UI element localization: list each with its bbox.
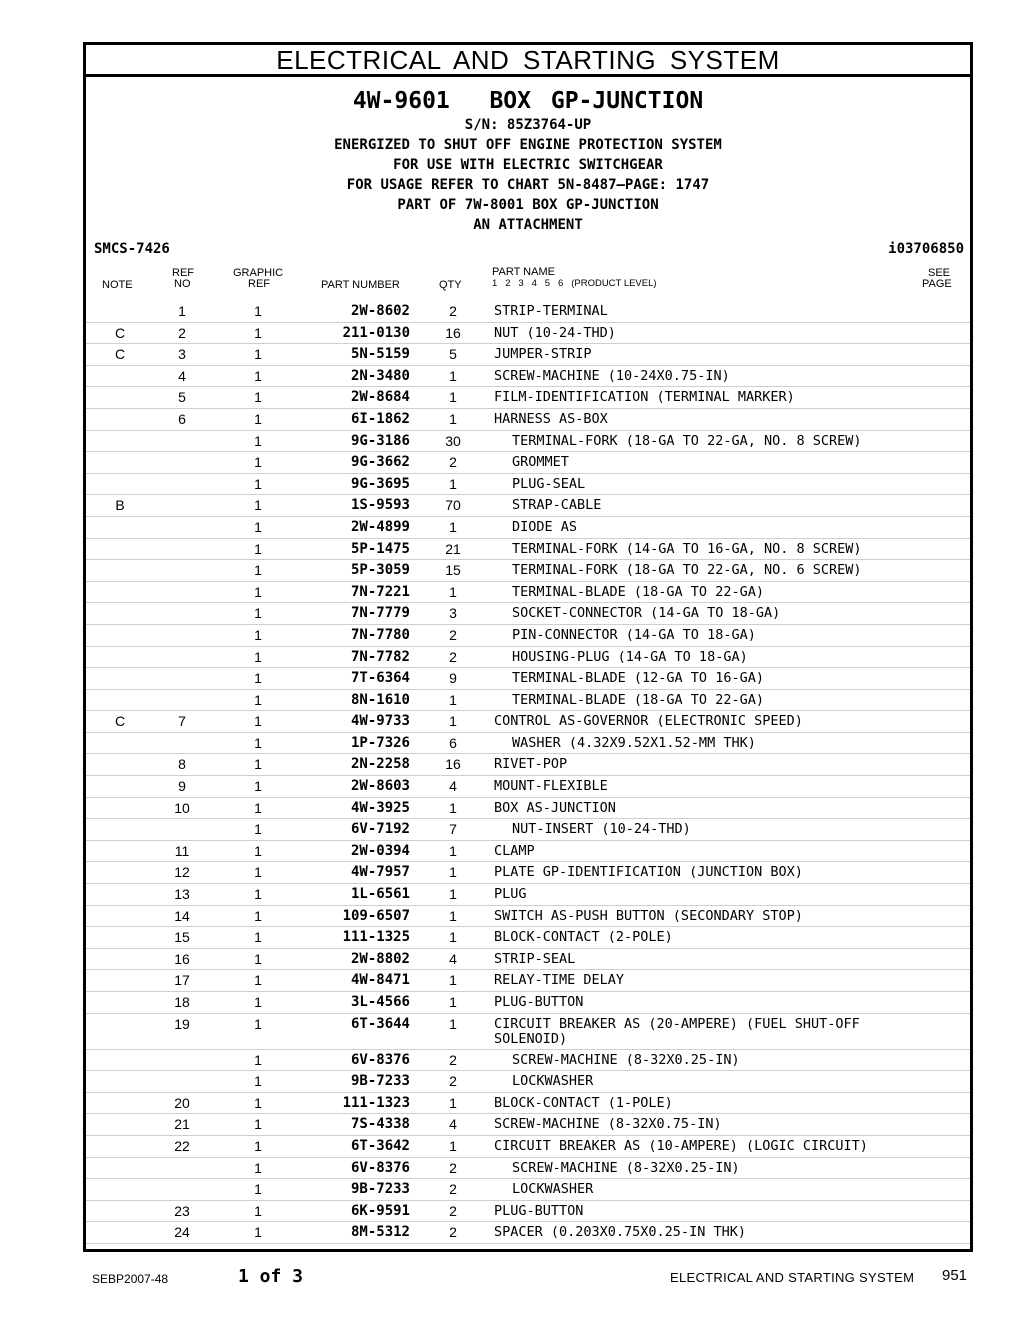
row-part-number: 2W-4899 <box>350 518 410 535</box>
table-row <box>86 1158 970 1180</box>
row-part-name: CONTROL AS-GOVERNOR (ELECTRONIC SPEED) <box>494 713 803 730</box>
row-part-name: TERMINAL-BLADE (12-GA TO 16-GA) <box>512 670 764 687</box>
row-graphic-ref: 1 <box>254 1015 262 1032</box>
row-part-name: PLUG-SEAL <box>512 475 586 492</box>
header-note: NOTE <box>102 279 133 291</box>
row-part-name: PIN-CONNECTOR (14-GA TO 18-GA) <box>512 626 756 643</box>
row-part-name: LOCKWASHER <box>512 1181 594 1198</box>
row-qty: 21 <box>445 540 461 557</box>
table-row <box>86 884 970 906</box>
parts-table <box>86 301 970 1244</box>
info-line-usage: FOR USAGE REFER TO CHART 5N-8487—PAGE: 1747 <box>346 177 710 193</box>
page-of: 1 of 3 <box>238 1266 304 1287</box>
row-part-number: 6V-8376 <box>350 1051 410 1068</box>
row-graphic-ref: 1 <box>254 1073 262 1090</box>
row-qty: 4 <box>449 1116 457 1133</box>
table-row <box>86 647 970 669</box>
table-row <box>86 539 970 561</box>
info-line-part-of: PART OF 7W-8001 BOX GP-JUNCTION <box>397 197 659 213</box>
row-qty: 1 <box>449 994 457 1010</box>
row-part-name: NUT (10-24-THD) <box>494 324 616 341</box>
table-row <box>86 798 970 820</box>
row-part-number: 6V-8376 <box>350 1159 410 1176</box>
table-row <box>86 906 970 928</box>
table-row <box>86 452 970 474</box>
row-qty: 16 <box>445 324 461 341</box>
table-row <box>86 625 970 647</box>
row-part-name: PLATE GP-IDENTIFICATION (JUNCTION BOX) <box>494 864 803 881</box>
smcs-row <box>86 241 970 261</box>
header-ref: REF <box>172 267 194 279</box>
row-ref-no: 8 <box>178 756 186 773</box>
row-ref-no: 12 <box>174 864 190 881</box>
info-block <box>86 115 970 235</box>
row-part-name: JUMPER-STRIP <box>494 346 592 363</box>
row-part-name: TERMINAL-FORK (18-GA TO 22-GA, NO. 6 SCREW) <box>512 562 862 579</box>
table-row <box>86 474 970 496</box>
row-graphic-ref: 1 <box>254 670 262 687</box>
row-graphic-ref: 1 <box>254 1202 262 1219</box>
row-part-name: STRIP-TERMINAL <box>494 303 608 319</box>
row-part-name: FILM-IDENTIFICATION (TERMINAL MARKER) <box>494 389 795 406</box>
row-part-name: STRAP-CABLE <box>512 497 602 514</box>
row-qty: 2 <box>449 454 457 471</box>
table-row <box>86 1071 970 1093</box>
row-part-number: 8M-5312 <box>350 1224 410 1241</box>
row-qty: 7 <box>449 821 457 838</box>
row-part-name: SOCKET-CONNECTOR (14-GA TO 18-GA) <box>512 605 781 622</box>
row-qty: 15 <box>445 562 461 579</box>
row-part-name: PLUG-BUTTON <box>494 994 584 1010</box>
row-part-number: 6V-7192 <box>350 821 410 838</box>
row-qty: 9 <box>449 670 457 687</box>
row-part-number: 6I-1862 <box>350 410 410 427</box>
row-note: C <box>114 324 126 341</box>
row-part-number: 5N-5159 <box>350 346 410 363</box>
row-graphic-ref: 1 <box>254 389 262 406</box>
row-ref-no: 3 <box>178 346 186 363</box>
row-note: B <box>115 497 125 514</box>
row-part-number: 7N-7780 <box>350 626 410 643</box>
row-part-name: PLUG <box>494 886 527 903</box>
row-graphic-ref: 1 <box>254 1224 262 1241</box>
row-qty: 1 <box>449 389 457 406</box>
page-number: 951 <box>942 1267 968 1284</box>
table-row <box>86 603 970 625</box>
row-part-number: 2W-8602 <box>350 303 410 319</box>
header-product-levels: 1 2 3 4 5 6 (PRODUCT LEVEL) <box>492 278 657 289</box>
row-graphic-ref: 1 <box>254 1051 262 1068</box>
row-ref-no: 18 <box>174 994 190 1010</box>
row-qty: 2 <box>449 303 457 319</box>
row-part-number: 7N-7779 <box>350 605 410 622</box>
row-part-number: 2W-8684 <box>350 389 410 406</box>
row-part-number: 8N-1610 <box>350 691 410 708</box>
row-qty: 1 <box>449 691 457 708</box>
info-line-serial: S/N: 85Z3764-UP <box>464 117 592 133</box>
page-footer <box>0 1266 1020 1290</box>
row-part-number: 9G-3695 <box>350 475 410 492</box>
row-qty: 2 <box>449 1051 457 1068</box>
row-ref-no: 23 <box>174 1202 190 1219</box>
row-qty: 1 <box>449 842 457 859</box>
row-part-name: BLOCK-CONTACT (2-POLE) <box>494 929 673 946</box>
row-qty: 1 <box>449 583 457 600</box>
row-part-name: SCREW-MACHINE (8-32X0.25-IN) <box>512 1051 740 1068</box>
row-part-name: SCREW-MACHINE (8-32X0.25-IN) <box>512 1159 740 1176</box>
info-line-switchgear: FOR USE WITH ELECTRIC SWITCHGEAR <box>393 157 663 173</box>
row-ref-no: 19 <box>174 1015 190 1032</box>
row-part-number: 3L-4566 <box>350 994 410 1010</box>
row-graphic-ref: 1 <box>254 303 262 319</box>
row-part-name: PLUG-BUTTON <box>494 1202 584 1219</box>
table-row <box>86 754 970 776</box>
row-qty: 1 <box>449 864 457 881</box>
row-qty: 4 <box>449 778 457 795</box>
row-qty: 5 <box>449 346 457 363</box>
row-part-number: 109-6507 <box>342 907 410 924</box>
row-graphic-ref: 1 <box>254 605 262 622</box>
row-qty: 3 <box>449 605 457 622</box>
row-qty: 30 <box>445 432 461 449</box>
row-qty: 1 <box>449 972 457 989</box>
table-row <box>86 1014 970 1050</box>
row-part-name: SPACER (0.203X0.75X0.25-IN THK) <box>494 1224 746 1241</box>
row-part-number: 9G-3186 <box>350 432 410 449</box>
row-part-number: 2W-8802 <box>350 950 410 967</box>
info-line-energized: ENERGIZED TO SHUT OFF ENGINE PROTECTION SYSTEM <box>334 137 722 153</box>
row-part-number: 6T-3642 <box>350 1137 410 1154</box>
row-ref-no: 14 <box>174 907 190 924</box>
row-graphic-ref: 1 <box>254 648 262 665</box>
row-graphic-ref: 1 <box>254 346 262 363</box>
row-part-name: CLAMP <box>494 842 535 859</box>
section-title: ELECTRICAL AND STARTING SYSTEM <box>86 45 970 77</box>
table-row <box>86 733 970 755</box>
row-part-name: TERMINAL-FORK (14-GA TO 16-GA, NO. 8 SCREW) <box>512 540 862 557</box>
row-part-number: 1S-9593 <box>350 497 410 514</box>
row-part-number: 2N-3480 <box>350 367 410 384</box>
table-row <box>86 819 970 841</box>
row-ref-no: 10 <box>174 799 190 816</box>
table-row <box>86 1179 970 1201</box>
row-graphic-ref: 1 <box>254 799 262 816</box>
row-part-name: TERMINAL-BLADE (18-GA TO 22-GA) <box>512 583 764 600</box>
row-qty: 2 <box>449 626 457 643</box>
table-row <box>86 711 970 733</box>
row-graphic-ref: 1 <box>254 518 262 535</box>
row-qty: 1 <box>449 713 457 730</box>
table-row <box>86 690 970 712</box>
row-part-number: 6T-3644 <box>350 1015 410 1032</box>
row-graphic-ref: 1 <box>254 886 262 903</box>
row-qty: 2 <box>449 648 457 665</box>
row-graphic-ref: 1 <box>254 972 262 989</box>
row-qty: 1 <box>449 886 457 903</box>
row-ref-no: 7 <box>178 713 186 730</box>
row-qty: 2 <box>449 1073 457 1090</box>
table-row <box>86 970 970 992</box>
row-part-name: RELAY-TIME DELAY <box>494 972 625 989</box>
row-part-name: WASHER (4.32X9.52X1.52-MM THK) <box>512 734 756 751</box>
row-qty: 2 <box>449 1202 457 1219</box>
row-qty: 2 <box>449 1224 457 1241</box>
row-part-name: TERMINAL-BLADE (18-GA TO 22-GA) <box>512 691 764 708</box>
row-graphic-ref: 1 <box>254 475 262 492</box>
row-graphic-ref: 1 <box>254 1137 262 1154</box>
row-graphic-ref: 1 <box>254 778 262 795</box>
row-qty: 1 <box>449 907 457 924</box>
table-row <box>86 1222 970 1244</box>
row-part-number: 211-0130 <box>342 324 410 341</box>
row-part-number: 1L-6561 <box>350 886 410 903</box>
row-graphic-ref: 1 <box>254 756 262 773</box>
row-part-name: TERMINAL-FORK (18-GA TO 22-GA, NO. 8 SCREW) <box>512 432 862 449</box>
row-part-name: NUT-INSERT (10-24-THD) <box>512 821 691 838</box>
row-part-number: 1P-7326 <box>350 734 410 751</box>
table-row <box>86 517 970 539</box>
table-row <box>86 344 970 366</box>
row-qty: 16 <box>445 756 461 773</box>
row-part-name: BOX AS-JUNCTION <box>494 799 616 816</box>
table-row <box>86 1050 970 1072</box>
row-ref-no: 6 <box>178 410 186 427</box>
row-ref-no: 11 <box>174 842 190 859</box>
row-graphic-ref: 1 <box>254 540 262 557</box>
row-graphic-ref: 1 <box>254 562 262 579</box>
row-graphic-ref: 1 <box>254 929 262 946</box>
table-row <box>86 841 970 863</box>
row-ref-no: 5 <box>178 389 186 406</box>
row-part-number: 6K-9591 <box>350 1202 410 1219</box>
row-ref-no: 15 <box>174 929 190 946</box>
row-ref-no: 21 <box>174 1116 190 1133</box>
row-part-number: 111-1325 <box>342 929 410 946</box>
row-part-number: 2N-2258 <box>350 756 410 773</box>
row-graphic-ref: 1 <box>254 367 262 384</box>
row-qty: 2 <box>449 1159 457 1176</box>
row-graphic-ref: 1 <box>254 994 262 1010</box>
header-see: SEE <box>928 267 951 279</box>
table-row <box>86 1136 970 1158</box>
row-part-name: DIODE AS <box>512 518 578 535</box>
row-graphic-ref: 1 <box>254 907 262 924</box>
row-graphic-ref: 1 <box>254 324 262 341</box>
row-part-number: 111-1323 <box>342 1094 410 1111</box>
row-graphic-ref: 1 <box>254 410 262 427</box>
table-row <box>86 927 970 949</box>
row-qty: 2 <box>449 1181 457 1198</box>
row-part-number: 7N-7782 <box>350 648 410 665</box>
row-qty: 1 <box>449 367 457 384</box>
row-qty: 1 <box>449 1015 457 1032</box>
table-row <box>86 862 970 884</box>
row-note: C <box>114 346 126 363</box>
row-graphic-ref: 1 <box>254 432 262 449</box>
row-qty: 1 <box>449 1094 457 1111</box>
row-graphic-ref: 1 <box>254 691 262 708</box>
group-title: 4W-9601 BOX GP-JUNCTION <box>352 88 704 114</box>
table-row <box>86 560 970 582</box>
table-row <box>86 776 970 798</box>
table-row <box>86 1201 970 1223</box>
row-part-number: 7N-7221 <box>350 583 410 600</box>
table-row <box>86 582 970 604</box>
row-part-number: 4W-3925 <box>350 799 410 816</box>
row-graphic-ref: 1 <box>254 713 262 730</box>
row-part-name: MOUNT-FLEXIBLE <box>494 778 608 795</box>
table-header <box>86 265 970 293</box>
table-row <box>86 409 970 431</box>
row-part-number: 4W-7957 <box>350 864 410 881</box>
footer-section-title: ELECTRICAL AND STARTING SYSTEM <box>670 1270 915 1285</box>
table-row <box>86 495 970 517</box>
row-qty: 1 <box>449 518 457 535</box>
row-part-name: LOCKWASHER <box>512 1073 594 1090</box>
row-ref-no: 17 <box>174 972 190 989</box>
row-part-name: CIRCUIT BREAKER AS (10-AMPERE) (LOGIC CIRCUIT) <box>494 1137 868 1154</box>
row-graphic-ref: 1 <box>254 842 262 859</box>
row-ref-no: 13 <box>174 886 190 903</box>
header-graphic-ref: REF <box>248 278 270 290</box>
row-part-number: 5P-1475 <box>350 540 410 557</box>
page-frame <box>83 42 973 1252</box>
table-row <box>86 949 970 971</box>
row-part-name: SCREW-MACHINE (10-24X0.75-IN) <box>494 367 730 384</box>
row-part-number: 9G-3662 <box>350 454 410 471</box>
row-part-number: 2W-8603 <box>350 778 410 795</box>
row-ref-no: 2 <box>178 324 186 341</box>
table-row <box>86 366 970 388</box>
row-part-name: BLOCK-CONTACT (1-POLE) <box>494 1094 673 1111</box>
table-row <box>86 1093 970 1115</box>
smcs-code: SMCS-7426 <box>94 241 170 257</box>
row-part-number: 7T-6364 <box>350 670 410 687</box>
row-qty: 1 <box>449 799 457 816</box>
row-part-number: 5P-3059 <box>350 562 410 579</box>
row-ref-no: 24 <box>174 1224 190 1241</box>
row-part-number: 9B-7233 <box>350 1073 410 1090</box>
table-row <box>86 668 970 690</box>
table-row <box>86 387 970 409</box>
row-qty: 1 <box>449 410 457 427</box>
row-part-number: 9B-7233 <box>350 1181 410 1198</box>
header-page: PAGE <box>922 278 952 290</box>
row-graphic-ref: 1 <box>254 1181 262 1198</box>
row-part-number: 4W-8471 <box>350 972 410 989</box>
row-part-number: 7S-4338 <box>350 1116 410 1133</box>
row-qty: 6 <box>449 734 457 751</box>
row-part-name: SWITCH AS-PUSH BUTTON (SECONDARY STOP) <box>494 907 803 924</box>
row-graphic-ref: 1 <box>254 821 262 838</box>
row-part-name: CIRCUIT BREAKER AS (20-AMPERE) (FUEL SHUT-OFF SOLENOID) <box>494 1015 868 1047</box>
row-graphic-ref: 1 <box>254 583 262 600</box>
row-graphic-ref: 1 <box>254 626 262 643</box>
row-ref-no: 22 <box>174 1137 190 1154</box>
row-graphic-ref: 1 <box>254 734 262 751</box>
row-part-name: GROMMET <box>512 454 569 471</box>
info-line-attachment: AN ATTACHMENT <box>473 217 583 233</box>
row-graphic-ref: 1 <box>254 1116 262 1133</box>
illustration-id: i03706850 <box>888 241 964 257</box>
header-part-name: PART NAME <box>492 266 555 278</box>
row-qty: 1 <box>449 929 457 946</box>
header-graphic: GRAPHIC <box>233 267 284 279</box>
row-qty: 70 <box>445 497 461 514</box>
row-qty: 1 <box>449 1137 457 1154</box>
row-note: C <box>114 713 126 730</box>
row-part-number: 4W-9733 <box>350 713 410 730</box>
row-part-name: STRIP-SEAL <box>494 950 576 967</box>
row-ref-no: 20 <box>174 1094 190 1111</box>
row-qty: 1 <box>449 475 457 492</box>
publication-number: SEBP2007-48 <box>92 1272 169 1286</box>
table-row <box>86 992 970 1014</box>
row-graphic-ref: 1 <box>254 497 262 514</box>
row-graphic-ref: 1 <box>254 864 262 881</box>
table-row <box>86 1114 970 1136</box>
header-qty: QTY <box>439 279 462 291</box>
row-graphic-ref: 1 <box>254 454 262 471</box>
row-ref-no: 4 <box>178 367 186 384</box>
row-part-name: HOUSING-PLUG (14-GA TO 18-GA) <box>512 648 748 665</box>
header-part-number: PART NUMBER <box>321 279 400 291</box>
table-row <box>86 323 970 345</box>
row-graphic-ref: 1 <box>254 1159 262 1176</box>
row-graphic-ref: 1 <box>254 950 262 967</box>
table-row <box>86 431 970 453</box>
table-row <box>86 301 970 323</box>
row-part-name: SCREW-MACHINE (8-32X0.75-IN) <box>494 1116 722 1133</box>
row-ref-no: 16 <box>174 950 190 967</box>
row-part-name: HARNESS AS-BOX <box>494 410 608 427</box>
row-part-number: 2W-0394 <box>350 842 410 859</box>
row-graphic-ref: 1 <box>254 1094 262 1111</box>
header-no: NO <box>174 278 191 290</box>
row-ref-no: 9 <box>178 778 186 795</box>
row-part-name: RIVET-POP <box>494 756 568 773</box>
row-qty: 4 <box>449 950 457 967</box>
row-ref-no: 1 <box>178 303 186 319</box>
